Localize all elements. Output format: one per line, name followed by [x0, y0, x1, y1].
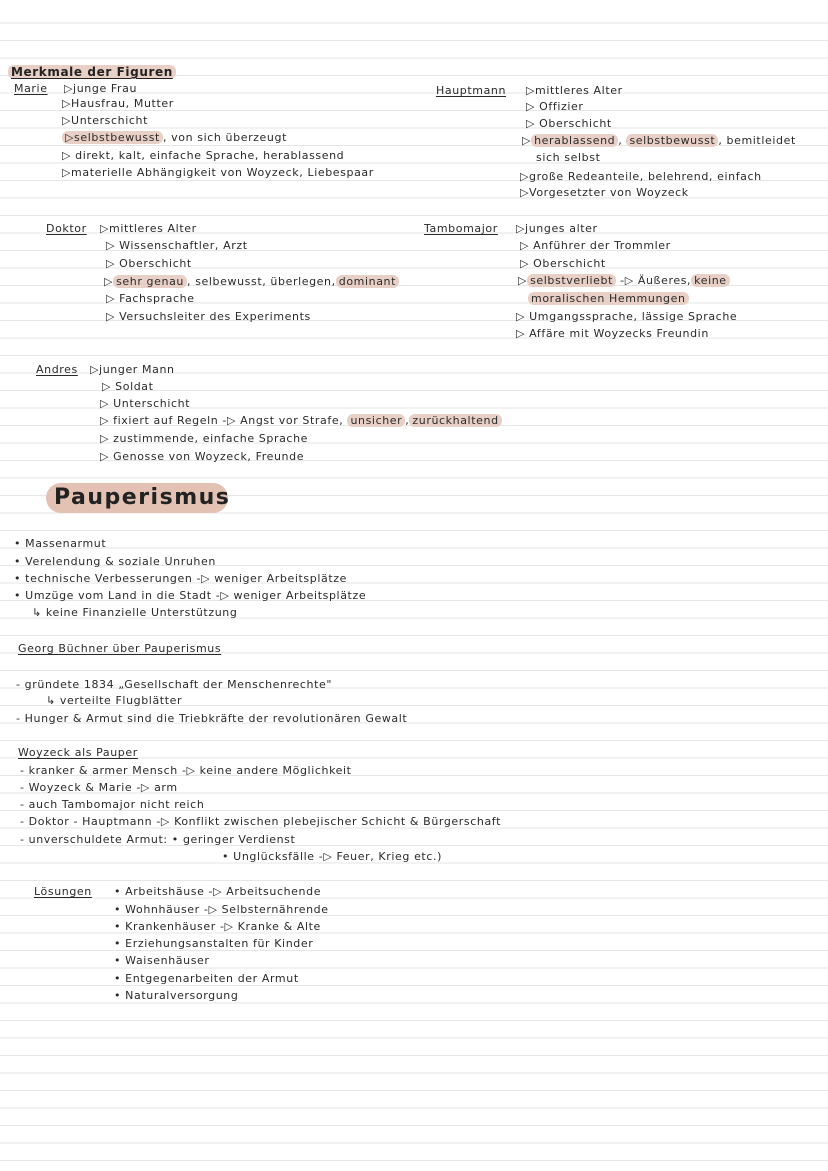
loesungen-line-3: • Krankenhäuser -▷ Kranke & Alte [114, 920, 321, 933]
section-heading-buechner: Georg Büchner über Pauperismus [18, 642, 222, 655]
section-heading-loesungen: Lösungen [34, 885, 92, 898]
hauptmann-line-7: ▷Vorgesetzter von Woyzeck [520, 186, 689, 199]
tambomajor-line-3: ▷ Oberschicht [520, 257, 606, 270]
hauptmann-line-4: ▷ herablassend , selbstbewusst , bemitleidet [522, 134, 796, 147]
andres-line-5: ▷ zustimmende, einfache Sprache [100, 432, 309, 445]
tambomajor-highlight-selbstverliebt: selbstverliebt [527, 274, 616, 287]
marie-line-6: ▷materielle Abhängigkeit von Woyzeck, Liebespaar [62, 166, 374, 179]
pauperismus-bullet-3: • technische Verbesserungen -▷ weniger Arbeitsplätze [14, 572, 347, 585]
hauptmann-highlight-herablassend: herablassend [531, 134, 618, 147]
marie-line-1: ▷junge Frau [64, 82, 138, 95]
figure-label-andres: Andres [36, 363, 78, 376]
buechner-line-2: ↳ verteilte Flugblätter [46, 694, 183, 707]
tambomajor-highlight-hemmungen: moralischen Hemmungen [528, 292, 689, 305]
doktor-highlight-dominant: dominant [336, 275, 399, 288]
figure-label-marie: Marie [14, 82, 48, 95]
marie-highlight-selbstbewusst: ▷selbstbewusst [62, 131, 163, 144]
page-title-pauperismus: Pauperismus [54, 485, 231, 510]
doktor-line-5: ▷ Fachsprache [106, 292, 195, 305]
loesungen-line-5: • Waisenhäuser [114, 954, 210, 967]
loesungen-line-6: • Entgegenarbeiten der Armut [114, 972, 299, 985]
loesungen-line-2: • Wohnhäuser -▷ Selbsternährende [114, 903, 329, 916]
figure-label-tambomajor: Tambomajor [424, 222, 498, 235]
section-heading-merkmale: Merkmale der Figuren [8, 65, 176, 79]
pauper-line-4: - Doktor - Hauptmann -▷ Konflikt zwischen plebejischer Schicht & Bürgerschaft [20, 815, 501, 828]
marie-line-2: ▷Hausfrau, Mutter [62, 97, 174, 110]
marie-line-3: ▷Unterschicht [62, 114, 149, 127]
hauptmann-highlight-selbstbewusst: selbstbewusst [626, 134, 718, 147]
andres-line-4: ▷ fixiert auf Regeln -▷ Angst vor Strafe, unsicher , zurückhaltend [100, 414, 502, 428]
hauptmann-line-2: ▷ Offizier [526, 100, 584, 113]
pauper-line-1: - kranker & armer Mensch -▷ keine andere Möglichkeit [20, 764, 352, 777]
doktor-line-2: ▷ Wissenschaftler, Arzt [106, 239, 248, 252]
pauper-line-6: • Unglücksfälle -▷ Feuer, Krieg etc.) [222, 850, 442, 863]
pauperismus-bullet-1: • Massenarmut [14, 537, 107, 550]
figure-label-hauptmann: Hauptmann [436, 84, 507, 97]
marie-line-4: ▷selbstbewusst , von sich überzeugt [62, 131, 287, 145]
pauperismus-bullet-4: • Umzüge vom Land in die Stadt -▷ weniger Arbeitsplätze [14, 589, 367, 602]
loesungen-line-1: • Arbeitshäuse -▷ Arbeitsuchende [114, 885, 322, 898]
andres-line-6: ▷ Genosse von Woyzeck, Freunde [100, 450, 305, 463]
figure-label-doktor: Doktor [46, 222, 87, 235]
hauptmann-line-6: ▷große Redeanteile, belehrend, einfach [520, 170, 762, 183]
tambomajor-line-5 [528, 292, 689, 306]
hauptmann-line-1: ▷mittleres Alter [526, 84, 623, 97]
tambomajor-line-1: ▷junges alter [516, 222, 598, 235]
pauper-line-5: - unverschuldete Armut: • geringer Verdienst [20, 833, 296, 846]
doktor-line-1: ▷mittleres Alter [100, 222, 197, 235]
andres-line-1: ▷junger Mann [90, 363, 175, 376]
doktor-line-4: ▷ sehr genau , selbewusst, überlegen, dominant [104, 275, 399, 289]
loesungen-line-7: • Naturalversorgung [114, 989, 239, 1002]
tambomajor-line-2: ▷ Anführer der Trommler [520, 239, 671, 252]
tambomajor-line-6: ▷ Umgangssprache, lässige Sprache [516, 310, 738, 323]
section-heading-pauper: Woyzeck als Pauper [18, 746, 138, 759]
hauptmann-line-5: sich selbst [536, 151, 601, 164]
pauperismus-bullet-2: • Verelendung & soziale Unruhen [14, 555, 216, 568]
doktor-line-3: ▷ Oberschicht [106, 257, 192, 270]
buechner-line-1: - gründete 1834 „Gesellschaft der Menschenrechte" [16, 678, 333, 691]
tambomajor-highlight-keine: keine [691, 274, 730, 287]
doktor-line-6: ▷ Versuchsleiter des Experiments [106, 310, 311, 323]
pauper-line-2: - Woyzeck & Marie -▷ arm [20, 781, 178, 794]
andres-line-2: ▷ Soldat [102, 380, 154, 393]
andres-highlight-zurueckhaltend: zurückhaltend [409, 414, 501, 427]
buechner-line-3: - Hunger & Armut sind die Triebkräfte der revolutionären Gewalt [16, 712, 408, 725]
andres-line-3: ▷ Unterschicht [100, 397, 191, 410]
tambomajor-line-7: ▷ Affäre mit Woyzecks Freundin [516, 327, 709, 340]
hauptmann-line-3: ▷ Oberschicht [526, 117, 612, 130]
marie-line-5: ▷ direkt, kalt, einfache Sprache, herablassend [62, 149, 345, 162]
pauperismus-bullet-4-sub: ↳ keine Finanzielle Unterstützung [32, 606, 238, 619]
andres-highlight-unsicher: unsicher [347, 414, 405, 427]
tambomajor-line-4: ▷ selbstverliebt -▷ Äußeres, keine [518, 274, 730, 288]
loesungen-line-4: • Erziehungsanstalten für Kinder [114, 937, 314, 950]
doktor-highlight-sehr-genau: sehr genau [113, 275, 187, 288]
pauper-line-3: - auch Tambomajor nicht reich [20, 798, 205, 811]
